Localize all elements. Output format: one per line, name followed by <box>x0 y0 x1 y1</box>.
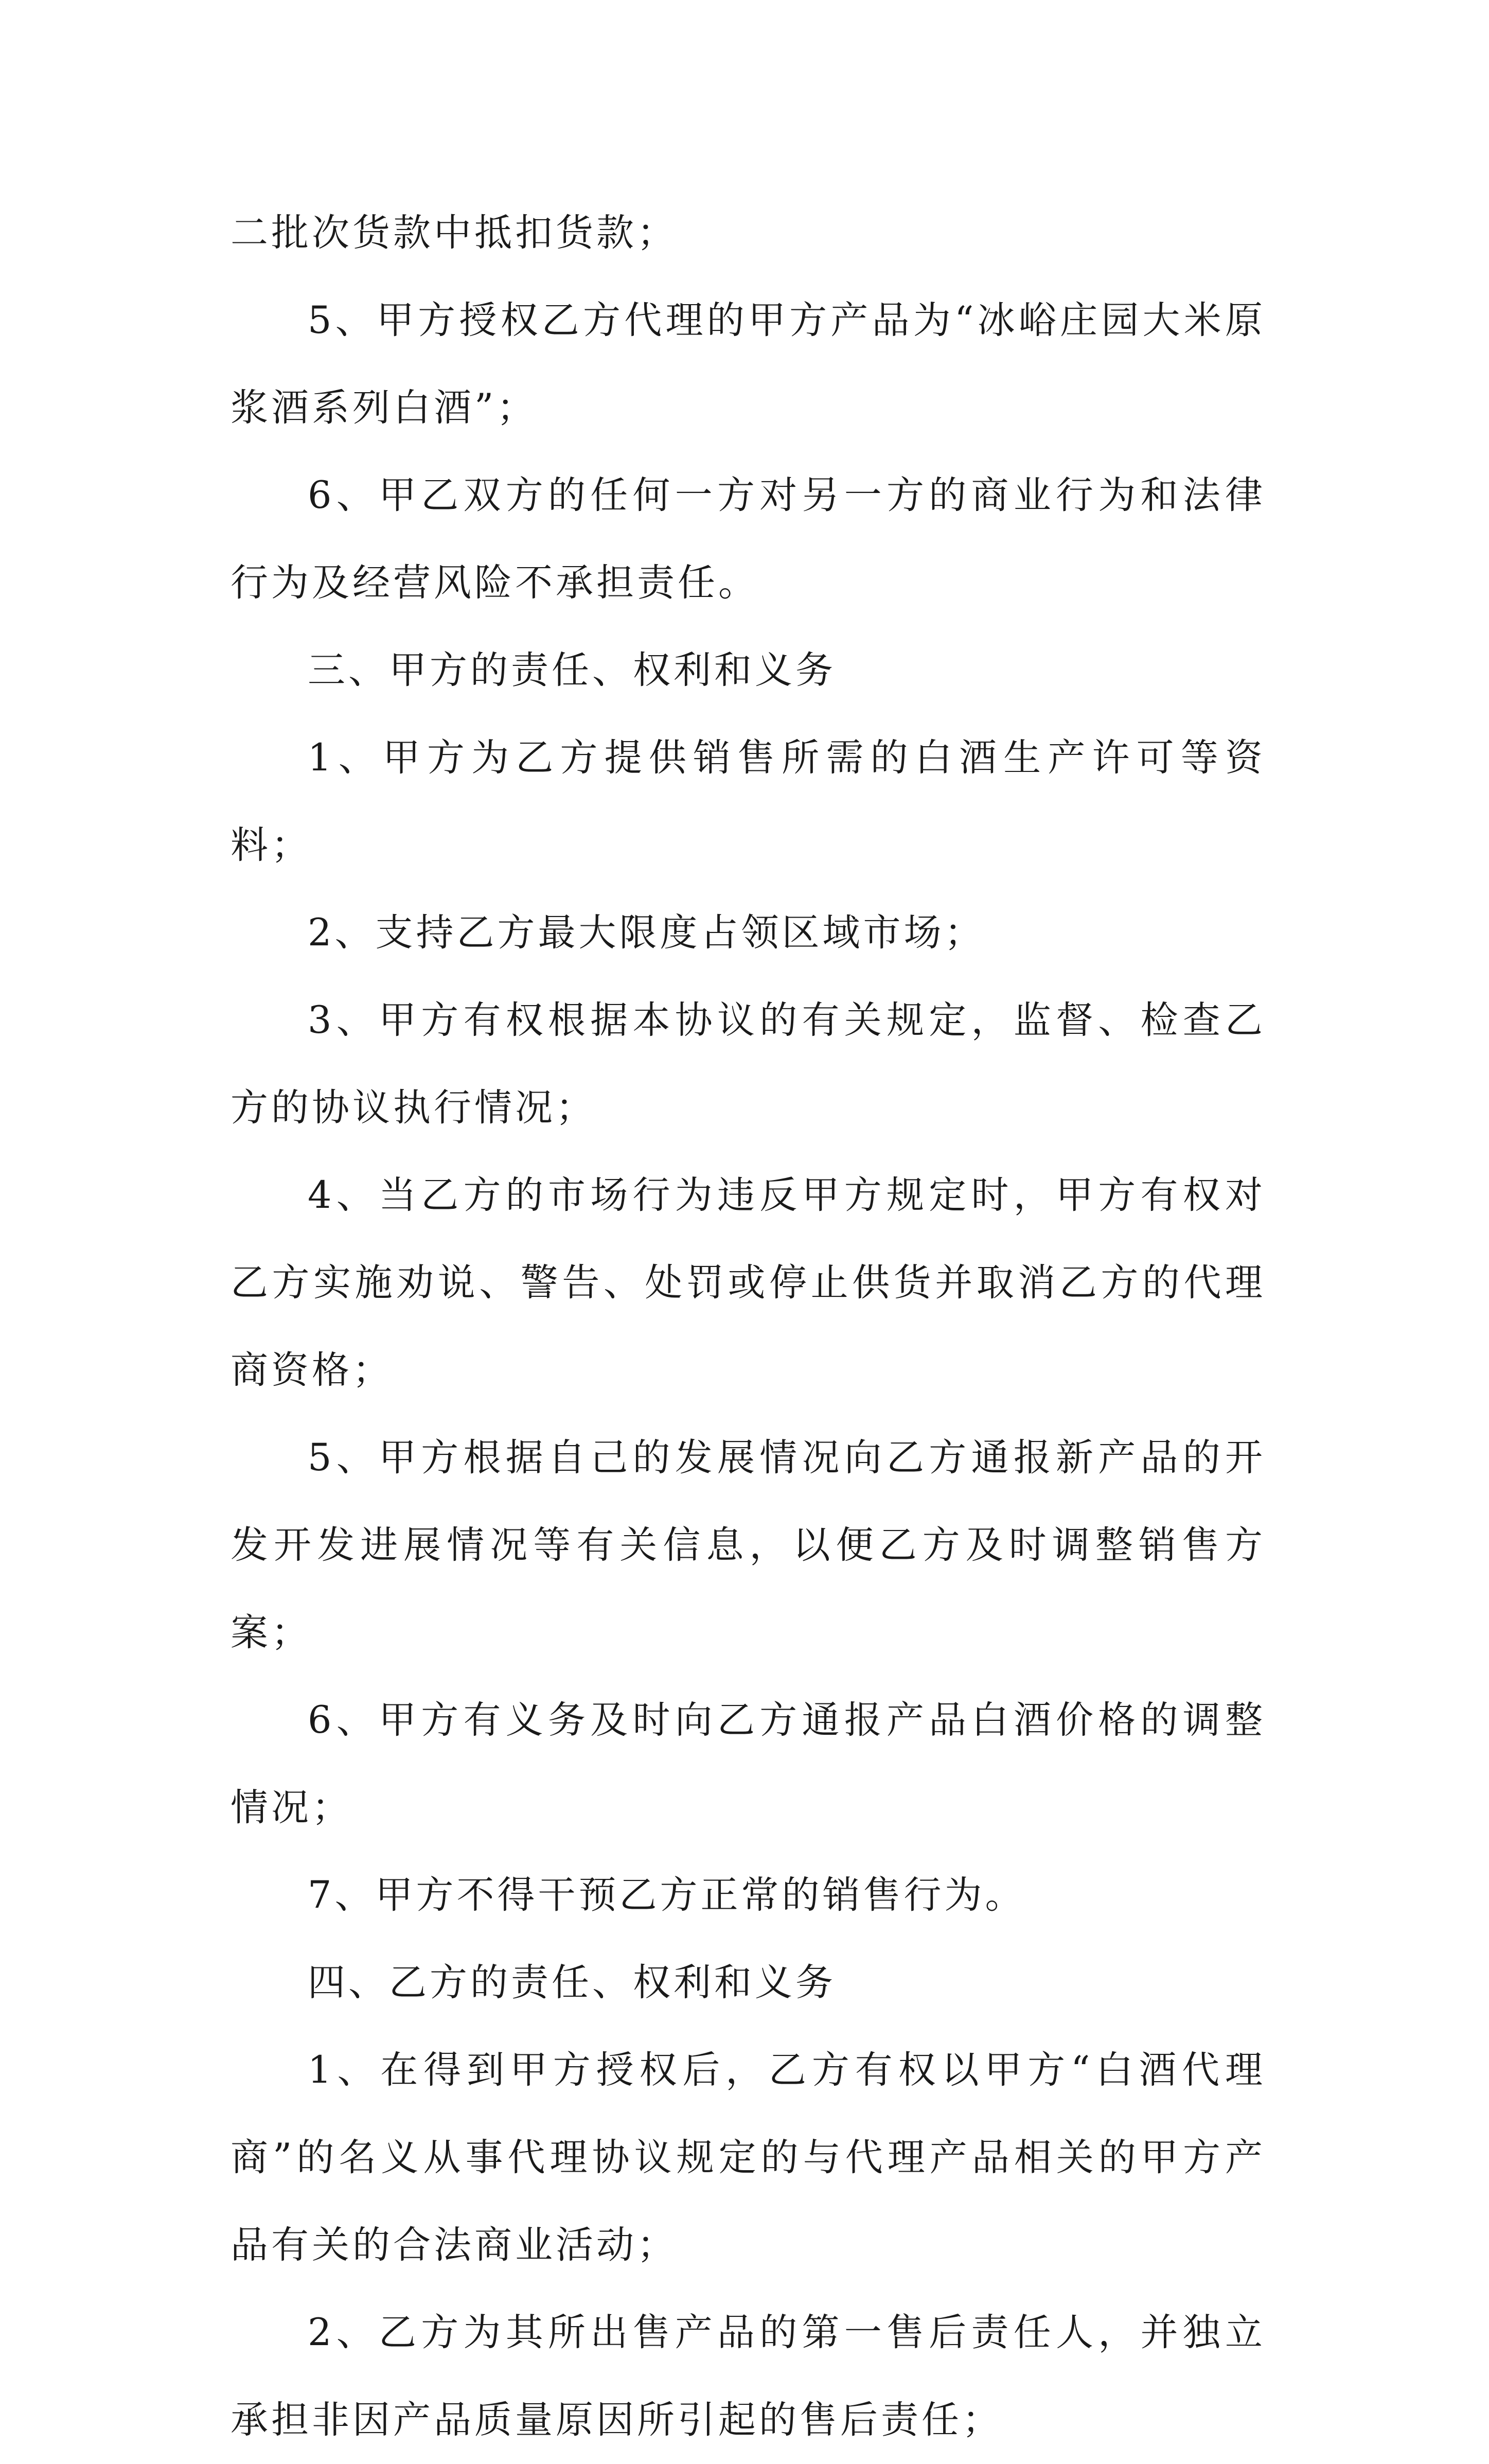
section-heading-party-a: 三、甲方的责任、权利和义务 <box>308 648 836 692</box>
paragraph-clause-3-7: 7、甲方不得干预乙方正常的销售行为。 <box>308 1873 1026 1917</box>
paragraph-clause-3-3: 3、甲方有权根据本协议的有关规定，监督、检查乙方的协议执行情况； <box>231 998 1266 1130</box>
paragraph-clause-4-2: 2、乙方为其所出售产品的第一售后责任人，并独立承担非因产品质量原因所引起的售后责任； <box>231 2311 1266 2442</box>
paragraph-clause-3-4: 4、当乙方的市场行为违反甲方规定时，甲方有权对乙方实施劝说、警告、处罚或停止供货并取消乙方的代理商资格； <box>231 1173 1266 1392</box>
paragraph-clause-3-2: 2、支持乙方最大限度占领区域市场； <box>308 911 985 955</box>
paragraph-clause-3-6: 6、甲方有义务及时向乙方通报产品白酒价格的调整情况； <box>231 1698 1266 1829</box>
paragraph-clause-2-6: 6、甲乙双方的任何一方对另一方的商业行为和法律行为及经营风险不承担责任。 <box>231 473 1266 605</box>
paragraph-clause-3-5: 5、甲方根据自己的发展情况向乙方通报新产品的开发开发进展情况等有关信息，以便乙方及时调整销售方案； <box>231 1436 1266 1655</box>
paragraph-clause-2-5: 5、甲方授权乙方代理的甲方产品为“冰峪庄园大米原浆酒系列白酒”； <box>231 298 1266 430</box>
section-heading-party-b: 四、乙方的责任、权利和义务 <box>308 1961 836 2004</box>
document-body <box>231 189 1266 2464</box>
paragraph-continuation: 二批次货款中抵扣货款； <box>231 211 678 255</box>
paragraph-clause-4-1: 1、在得到甲方授权后，乙方有权以甲方“白酒代理商”的名义从事代理协议规定的与代理产品相关的甲方产品有关的合法商业活动； <box>231 2048 1266 2267</box>
paragraph-clause-3-1: 1、甲方为乙方提供销售所需的白酒生产许可等资料； <box>231 736 1266 867</box>
